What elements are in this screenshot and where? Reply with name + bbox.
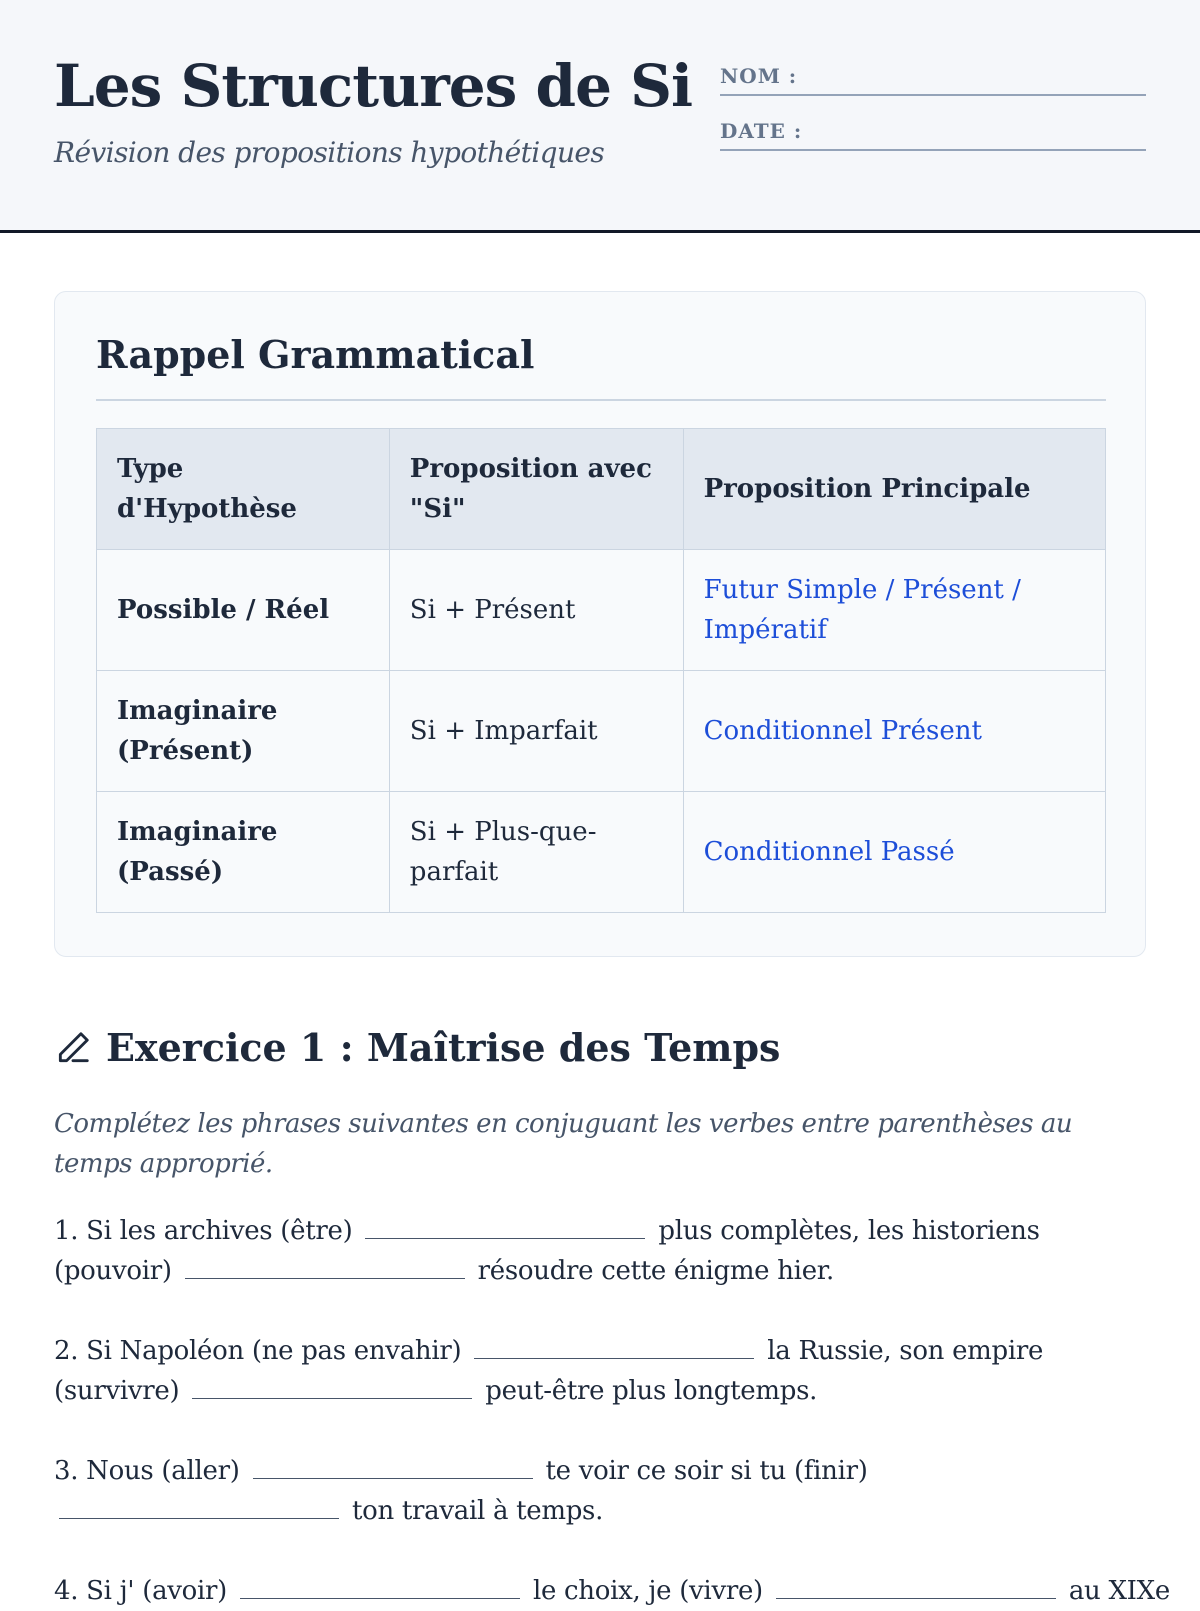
question-item <box>54 1571 1170 1611</box>
question-item <box>54 1331 1146 1411</box>
answer-blank[interactable] <box>59 1494 339 1519</box>
rappel-card <box>54 291 1146 957</box>
table-header-row <box>97 429 1106 550</box>
column-header: Proposition avec "Si" <box>389 429 683 550</box>
si-clause: Si + Plus-que-parfait <box>389 792 683 913</box>
question-text: 2. Si Napoléon (ne pas envahir) <box>54 1336 462 1366</box>
question-text: plus complètes, les historiens (pouvoir) <box>54 1216 1040 1286</box>
main-clause: Conditionnel Passé <box>683 792 1105 913</box>
answer-blank[interactable] <box>185 1254 465 1279</box>
pencil-icon <box>54 1029 92 1067</box>
question-text: ton travail à temps. <box>351 1496 604 1526</box>
nom-input[interactable] <box>815 62 1146 92</box>
hypothesis-type: Imaginaire (Passé) <box>97 792 390 913</box>
exercise-instructions: Complétez les phrases suivantes en conjuguant les verbes entre parenthèses au temps approprié. <box>54 1109 1073 1179</box>
question-text: peut-être plus longtemps. <box>485 1376 818 1406</box>
table-row <box>97 671 1106 792</box>
grammar-table <box>96 428 1106 913</box>
question-text: 4. Si j' (avoir) <box>54 1576 228 1606</box>
page-title: Les Structures de Si <box>54 52 693 120</box>
date-label: DATE : <box>720 119 803 143</box>
nom-label: NOM : <box>720 64 798 88</box>
si-clause: Si + Présent <box>389 550 683 671</box>
question-text: le choix, je (vivre) <box>532 1576 763 1606</box>
column-header: Proposition Principale <box>683 429 1105 550</box>
rappel-title: Rappel Grammatical <box>96 332 535 377</box>
answer-blank[interactable] <box>192 1374 472 1399</box>
page-subtitle: Révision des propositions hypothétiques <box>54 136 605 169</box>
column-header: Type d'Hypothèse <box>97 429 390 550</box>
exercise-title <box>54 1025 780 1070</box>
question-text: 1. Si les archives (être) <box>54 1216 353 1246</box>
answer-blank[interactable] <box>474 1334 754 1359</box>
question-text: au XIXe <box>1068 1576 1170 1606</box>
question-text: résoudre cette énigme hier. <box>477 1256 835 1286</box>
question-item <box>54 1451 1146 1531</box>
question-item <box>54 1211 1146 1291</box>
main-clause: Conditionnel Présent <box>683 671 1105 792</box>
nom-field[interactable] <box>720 62 1146 96</box>
hypothesis-type: Possible / Réel <box>97 550 390 671</box>
worksheet-header <box>0 0 1200 233</box>
exercise-title-text: Exercice 1 : Maîtrise des Temps <box>106 1025 781 1070</box>
main-clause: Futur Simple / Présent / Impératif <box>683 550 1105 671</box>
table-row <box>97 550 1106 671</box>
question-text: te voir ce soir si tu (finir) <box>545 1456 868 1486</box>
table-row <box>97 792 1106 913</box>
answer-blank[interactable] <box>253 1454 533 1479</box>
answer-blank[interactable] <box>240 1574 520 1599</box>
date-field[interactable] <box>720 117 1146 151</box>
question-text: 3. Nous (aller) <box>54 1456 240 1486</box>
answer-blank[interactable] <box>365 1214 645 1239</box>
hypothesis-type: Imaginaire (Présent) <box>97 671 390 792</box>
date-input[interactable] <box>815 117 1146 147</box>
rappel-divider <box>96 399 1106 401</box>
si-clause: Si + Imparfait <box>389 671 683 792</box>
answer-blank[interactable] <box>776 1574 1056 1599</box>
question-text: la Russie, son empire (survivre) <box>54 1336 1044 1406</box>
